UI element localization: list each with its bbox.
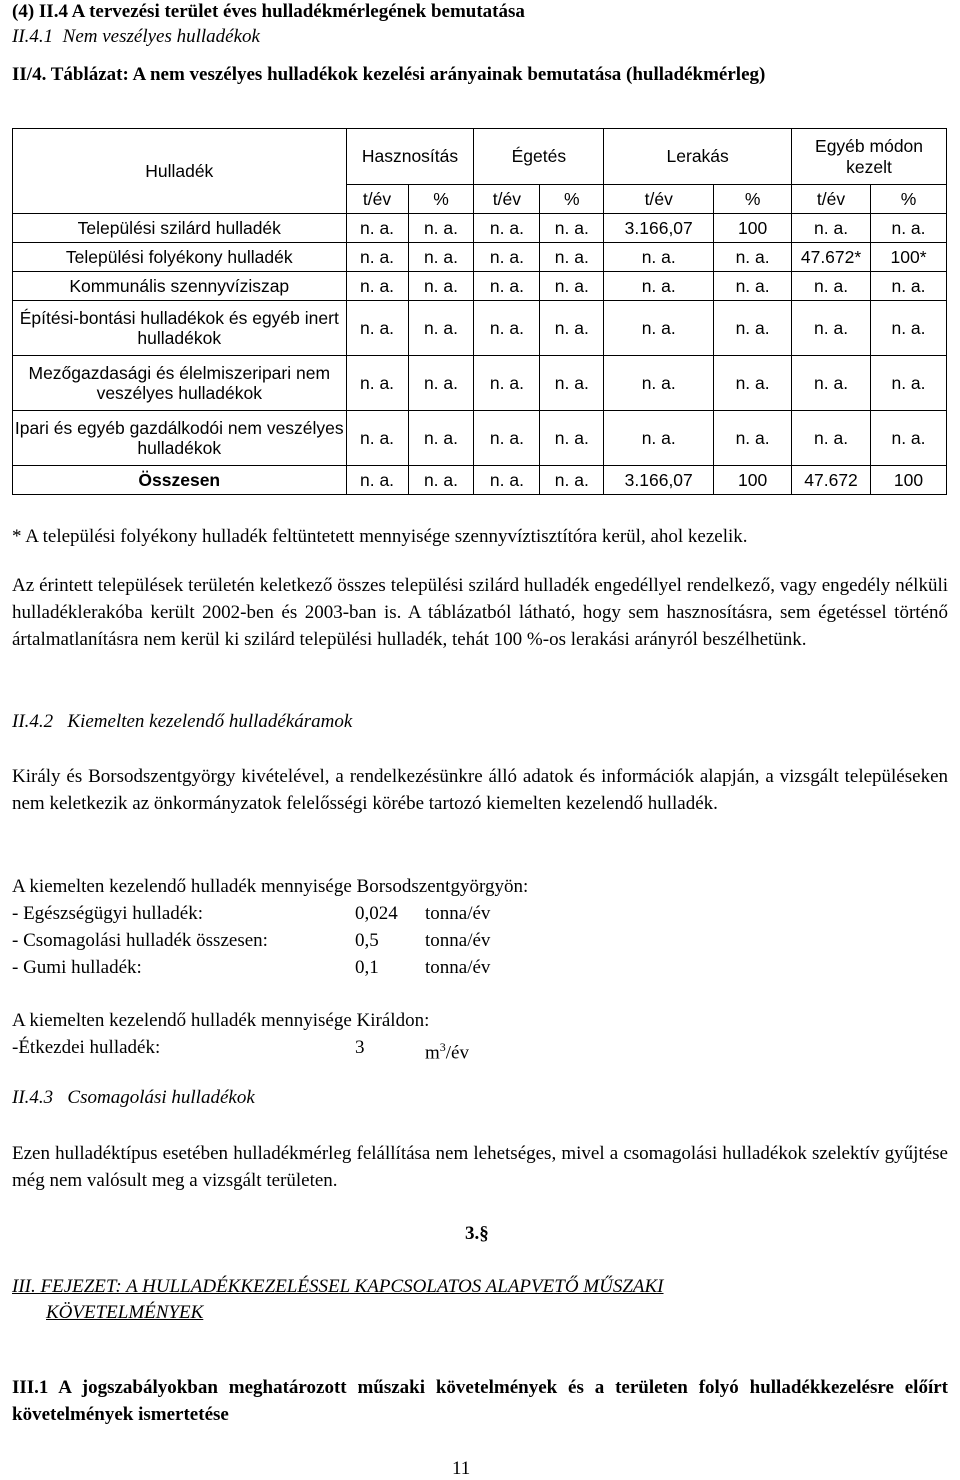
paragraph-special-waste <box>12 763 948 817</box>
paragraph-text: Király és Borsodszentgyörgy kivételével, a rendelkezésünkre álló adatok és információk alapján, a vizsgált településeken nem keletkezik az önkormányzatok felelősségi körébe tartozó kiemelten kezelendő hulladék. <box>12 766 948 814</box>
item-value: 0,024 <box>355 903 398 924</box>
item-name: - Gumi hulladék: <box>12 957 142 978</box>
table-cell: n. a. <box>346 356 408 411</box>
section-title: Csomagolási hulladékok <box>67 1087 255 1108</box>
header-unit: % <box>871 185 947 214</box>
unit-rest: /év <box>445 1042 469 1064</box>
row-label: Mezőgazdasági és élelmiszeripari nem veszélyes hulladékok <box>13 356 347 411</box>
waste-balance-table <box>12 128 947 495</box>
table-caption: II/4. Táblázat: A nem veszélyes hulladékok kezelési arányainak bemutatása (hulladékmérleg) <box>12 64 766 85</box>
table-cell: n. a. <box>714 411 792 466</box>
table-cell: n. a. <box>871 272 947 301</box>
table-row <box>13 214 947 243</box>
table-cell: n. a. <box>346 411 408 466</box>
item-unit: tonna/év <box>425 930 491 951</box>
row-label: Ipari és egyéb gazdálkodói nem veszélyes hulladékok <box>13 411 347 466</box>
table-cell: n. a. <box>792 411 871 466</box>
item-name: - Egészségügyi hulladék: <box>12 903 204 924</box>
header-unit: % <box>408 185 474 214</box>
table-row <box>13 301 947 356</box>
page-number: 11 <box>452 1458 471 1479</box>
table-cell: 3.166,07 <box>604 214 714 243</box>
table-cell: n. a. <box>792 214 871 243</box>
section-title: Kiemelten kezelendő hulladékáramok <box>67 711 353 732</box>
table-cell: 100 <box>714 214 792 243</box>
section-mark: 3.§ <box>465 1223 489 1244</box>
total-cell: 100 <box>871 466 947 495</box>
table-cell: n. a. <box>714 301 792 356</box>
subchapter-heading <box>12 1374 948 1428</box>
table-cell: n. a. <box>792 272 871 301</box>
table-cell: n. a. <box>346 301 408 356</box>
paragraph-packaging <box>12 1140 948 1194</box>
header-group: Lerakás <box>604 129 792 185</box>
header-unit: t/év <box>604 185 714 214</box>
table-cell: n. a. <box>474 356 540 411</box>
subsection-title: Nem veszélyes hulladékok <box>62 26 260 47</box>
list-intro: A kiemelten kezelendő hulladék mennyisége Királdon: <box>12 1010 430 1031</box>
section-number: II.4.2 <box>12 711 54 732</box>
table-cell: n. a. <box>871 356 947 411</box>
paragraph-text: Az érintett települések területén keletkező összes települési szilárd hulladék engedéllyel rendelkező, vagy engedély nélküli hulladéklerakóba került 2002-ben és 2003-ban is. A táblázatból látható, hogy sem hasznosításra, sem égetéssel történő ártalmatlanításra nem kerül ki szilárd települési hulladék, tehát 100 %-os lerakási arányról beszélhetünk. <box>12 575 948 650</box>
item-unit <box>425 1034 469 1066</box>
item-value: 3 <box>355 1037 365 1058</box>
table-cell: n. a. <box>792 356 871 411</box>
table-cell: n. a. <box>714 356 792 411</box>
table-cell: n. a. <box>474 301 540 356</box>
table-cell: n. a. <box>540 301 604 356</box>
table-cell: n. a. <box>604 301 714 356</box>
header-unit: t/év <box>346 185 408 214</box>
section-heading-special-waste <box>12 711 352 733</box>
table-cell: n. a. <box>408 214 474 243</box>
total-cell: n. a. <box>408 466 474 495</box>
header-waste: Hulladék <box>13 129 347 214</box>
row-label: Települési folyékony hulladék <box>13 243 347 272</box>
chapter-heading-line1: III. FEJEZET: A HULLADÉKKEZELÉSSEL KAPCSOLATOS ALAPVETŐ MŰSZAKI <box>12 1276 664 1297</box>
table-cell: n. a. <box>408 301 474 356</box>
table-cell: n. a. <box>474 214 540 243</box>
table-row <box>13 411 947 466</box>
table-cell: n. a. <box>540 214 604 243</box>
table-cell: n. a. <box>346 272 408 301</box>
header-group: Égetés <box>474 129 604 185</box>
total-cell: 3.166,07 <box>604 466 714 495</box>
table-cell: n. a. <box>474 411 540 466</box>
table-cell: n. a. <box>604 243 714 272</box>
item-unit: tonna/év <box>425 957 491 978</box>
item-name: - Csomagolási hulladék összesen: <box>12 930 268 951</box>
table-cell: n. a. <box>408 243 474 272</box>
header-group: Hasznosítás <box>346 129 474 185</box>
table-row <box>13 243 947 272</box>
item-value: 0,5 <box>355 930 379 951</box>
row-label: Kommunális szennyvíziszap <box>13 272 347 301</box>
table-cell: 100* <box>871 243 947 272</box>
table-cell: n. a. <box>871 411 947 466</box>
total-row <box>13 466 947 495</box>
item-unit: tonna/év <box>425 903 491 924</box>
table-cell: n. a. <box>871 301 947 356</box>
total-cell: n. a. <box>346 466 408 495</box>
paragraph-landfill <box>12 572 948 653</box>
table-cell: n. a. <box>346 243 408 272</box>
table-cell: n. a. <box>408 411 474 466</box>
table-cell: n. a. <box>540 272 604 301</box>
table-cell: n. a. <box>474 272 540 301</box>
total-cell: n. a. <box>540 466 604 495</box>
section-heading-packaging <box>12 1087 255 1109</box>
header-group: Egyéb módon kezelt <box>792 129 947 185</box>
total-cell: 47.672 <box>792 466 871 495</box>
section-heading: (4) II.4 A tervezési terület éves hulladékmérlegének bemutatása <box>12 1 525 22</box>
table-cell: n. a. <box>540 243 604 272</box>
table-cell: n. a. <box>714 243 792 272</box>
table-cell: n. a. <box>871 214 947 243</box>
total-cell: 100 <box>714 466 792 495</box>
subsection-number: II.4.1 <box>12 26 54 47</box>
subsection-heading <box>12 26 260 48</box>
section-number: II.4.3 <box>12 1087 54 1108</box>
table-cell: n. a. <box>474 243 540 272</box>
table-cell: n. a. <box>604 356 714 411</box>
subchapter-text: III.1 A jogszabályokban meghatározott műszaki követelmények és a területen folyó hulladékkezelésre előírt követelmények ismertetése <box>12 1377 948 1425</box>
header-unit: % <box>540 185 604 214</box>
item-name: -Étkezdei hulladék: <box>12 1037 161 1058</box>
table-cell: n. a. <box>346 214 408 243</box>
chapter-heading-line2: KÖVETELMÉNYEK <box>46 1302 204 1323</box>
row-label: Települési szilárd hulladék <box>13 214 347 243</box>
unit-base: m <box>425 1042 440 1064</box>
item-value: 0,1 <box>355 957 379 978</box>
table-cell: n. a. <box>540 411 604 466</box>
paragraph-text: Ezen hulladéktípus esetében hulladékmérleg felállítása nem lehetséges, mivel a csomagolási hulladékok szelektív gyűjtése még nem valósult meg a vizsgált területen. <box>12 1143 948 1191</box>
table-cell: n. a. <box>792 301 871 356</box>
list-intro: A kiemelten kezelendő hulladék mennyisége Borsodszentgyörgyön: <box>12 876 529 897</box>
table-cell: 47.672* <box>792 243 871 272</box>
table-row <box>13 356 947 411</box>
total-label: Összesen <box>13 466 347 495</box>
table-footnote: * A települési folyékony hulladék feltüntetett mennyisége szennyvíztisztítóra kerül, ahol kezelik. <box>12 526 748 547</box>
table-cell: n. a. <box>604 411 714 466</box>
total-cell: n. a. <box>474 466 540 495</box>
table-cell: n. a. <box>540 356 604 411</box>
table-cell: n. a. <box>714 272 792 301</box>
header-unit: % <box>714 185 792 214</box>
table-row <box>13 272 947 301</box>
table-cell: n. a. <box>408 272 474 301</box>
unit-superscript: 3 <box>439 1040 446 1054</box>
header-unit: t/év <box>792 185 871 214</box>
row-label: Építési-bontási hulladékok és egyéb inert hulladékok <box>13 301 347 356</box>
table-cell: n. a. <box>408 356 474 411</box>
table-cell: n. a. <box>604 272 714 301</box>
header-unit: t/év <box>474 185 540 214</box>
